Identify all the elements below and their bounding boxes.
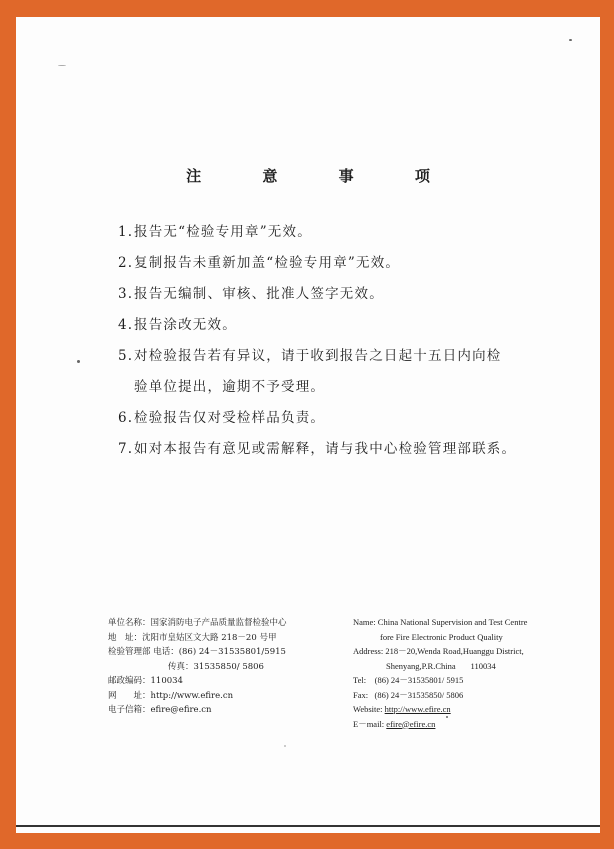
notice-number: 3. [118, 286, 134, 302]
email-label: E－mail: [353, 718, 385, 729]
notice-item [118, 284, 558, 315]
email: 电子信箱：efire@efire.cn [108, 705, 212, 715]
fax: 传真：31535850/ 5806 [168, 661, 264, 672]
website-label: Website: [353, 704, 383, 714]
notice-text: 复制报告未重新加盖“检验专用章”无效。 [134, 255, 401, 271]
contact-info-chinese [108, 616, 287, 718]
notice-number: 6. [118, 410, 134, 426]
notice-text: 如对本报告有意见或需解释，请与我中心检验管理部联系。 [134, 441, 517, 457]
website-row [353, 702, 527, 717]
notice-number: 1. [118, 224, 134, 240]
notice-item-continued [118, 377, 558, 408]
scan-speck [284, 745, 286, 747]
page-title: 注 意 事 项 [186, 167, 458, 185]
notice-number: 5. [118, 348, 134, 364]
notice-item [118, 315, 558, 346]
notice-list [118, 222, 558, 470]
address-row-2 [353, 659, 527, 674]
website: 网 址：http://www.efire.cn [108, 690, 234, 701]
website-link[interactable]: http://www.efire.cn [384, 704, 451, 714]
notice-item [118, 253, 558, 284]
postcode-value: 110034 [470, 660, 496, 671]
notice-text: 报告无“检验专用章”无效。 [134, 224, 312, 240]
notice-item [118, 408, 558, 439]
document-page [16, 17, 600, 833]
tel-label: Tel: [353, 675, 367, 685]
notice-text: 验单位提出，逾期不予受理。 [134, 379, 326, 395]
email-link[interactable]: efire@efire.cn [386, 718, 436, 729]
notice-item [118, 222, 558, 253]
tel-row [353, 673, 527, 688]
address-value: 218－20,Wenda Road,Huanggu District, [385, 646, 524, 656]
scan-speck [77, 360, 80, 363]
fax-value: (86) 24－31535850/ 5806 [374, 689, 464, 700]
notice-item [118, 439, 558, 470]
fax-label: Fax: [353, 689, 369, 700]
name-label: Name: [353, 617, 376, 627]
page-bottom-edge [16, 825, 600, 827]
contact-info-english [353, 615, 527, 731]
notice-number: 2. [118, 255, 134, 271]
name-row [353, 615, 527, 630]
email-row [353, 717, 527, 732]
notice-number: 4. [118, 317, 134, 333]
notice-text: 报告涂改无效。 [134, 317, 237, 333]
address-row [353, 644, 527, 659]
phone: 检验管理部 电话：(86) 24－31535801/5915 [108, 647, 286, 657]
scan-speck [58, 65, 66, 66]
fax-row [353, 688, 527, 703]
address: 地 址：沈阳市皇姑区文大路 218－20 号甲 [108, 632, 277, 643]
scan-speck [569, 39, 572, 41]
scan-speck [446, 716, 448, 718]
notice-number: 7. [118, 441, 134, 457]
tel-value: (86) 24－31535801/ 5915 [374, 675, 464, 685]
name-value-line2: fore Fire Electronic Product Quality [380, 631, 503, 642]
notice-item [118, 346, 558, 377]
notice-text: 对检验报告若有异议，请于收到报告之日起十五日内向检 [134, 348, 502, 364]
notice-text: 报告无编制、审核、批准人签字无效。 [134, 286, 384, 302]
address-label: Address: [353, 646, 384, 656]
address-value-line2: Shenyang,P.R.China [386, 660, 456, 671]
name-value: China National Supervision and Test Centre [377, 617, 528, 627]
unit-name: 单位名称：国家消防电子产品质量监督检验中心 [108, 618, 287, 628]
notice-text: 检验报告仅对受检样品负责。 [134, 410, 326, 426]
postcode: 邮政编码：110034 [108, 676, 183, 686]
